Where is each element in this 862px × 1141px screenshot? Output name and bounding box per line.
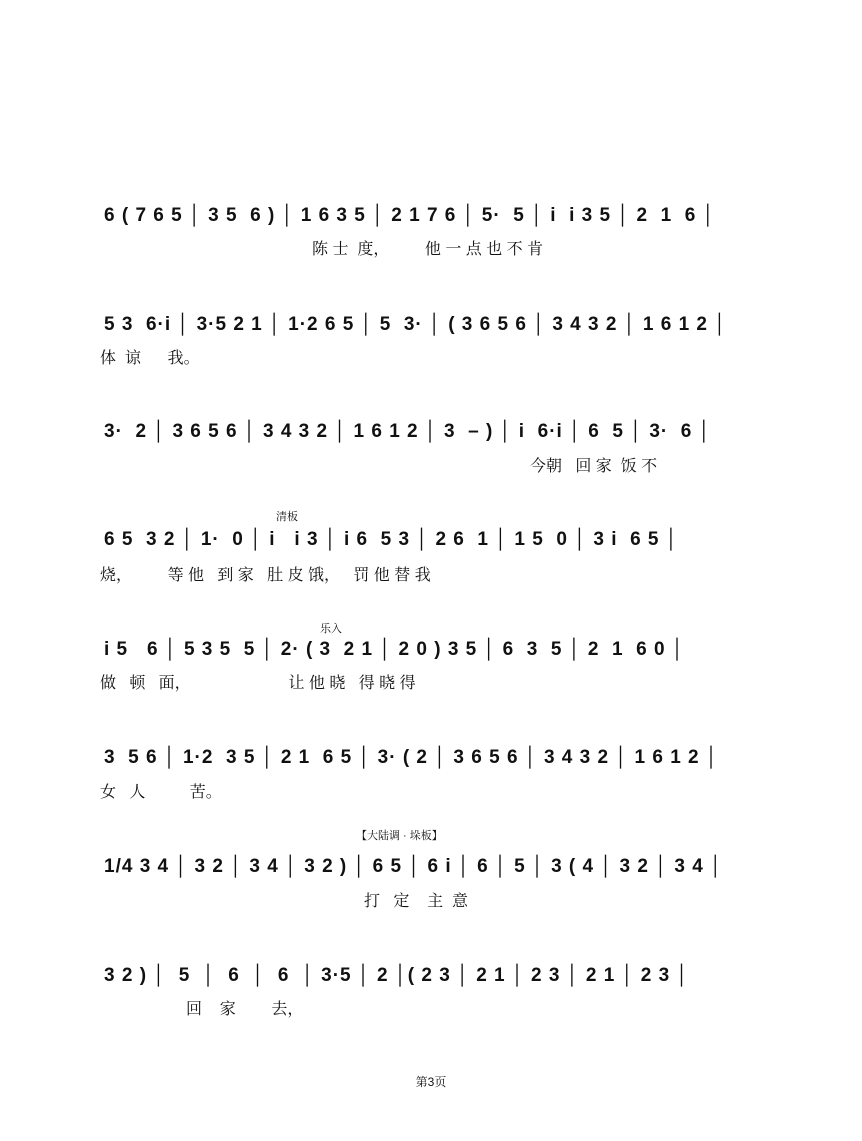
notation-line-1: 6 ( 7 6 5 │ 3 5 6 ) │ 1 6 3 5 │ 2 1 7 6 │ 5· 5 │ i i 3 5 │ 2 1 6 │ xyxy=(104,205,716,226)
notation-line-3: 3· 2 │ 3 6 5 6 │ 3 4 3 2 │ 1 6 1 2 │ 3 – ) │ i 6·i │ 6 5 │ 3· 6 │ xyxy=(104,421,712,442)
lyrics-line-7: 打 定 主 意 xyxy=(364,893,469,910)
lyrics-line-6: 女 人 苦。 xyxy=(100,784,222,801)
dalu-annotation: 【大陆调 · 垛板】 xyxy=(356,830,443,842)
page-number: 第3页 xyxy=(415,1075,447,1089)
notation-line-4: 6 5 3 2 │ 1· 0 │ i i 3 │ i 6 5 3 │ 2 6 1 │ 1 5 0 │ 3 i 6 5 │ xyxy=(104,529,679,550)
notation-line-7: 1/4 3 4 │ 3 2 │ 3 4 │ 3 2 ) │ 6 5 │ 6 i │ 6 │ 5 │ 3 ( 4 │ 3 2 │ 3 4 │ xyxy=(104,856,723,877)
lyrics-line-2: 体 谅 我。 xyxy=(100,350,200,367)
yueru-annotation: 乐入 xyxy=(320,623,342,635)
lyrics-line-8: 回 家 去， xyxy=(186,1001,304,1018)
lyrics-line-1: 陈 士 度， 他 一 点 也 不 肯 xyxy=(312,241,544,258)
lyrics-line-3: 今朝 回 家 饭 不 xyxy=(530,458,658,475)
lyrics-line-5: 做 顿 面， 让 他 晓 得 晓 得 xyxy=(100,675,416,692)
notation-line-8: 3 2 ) │ 5 │ 6 │ 6 │ 3·5 │ 2 │( 2 3 │ 2 1 │ 2 3 │ 2 1 │ 2 3 │ xyxy=(104,965,690,986)
lyrics-line-4: 烧， 等 他 到 家 肚 皮 饿， 罚 他 替 我 xyxy=(100,567,431,584)
notation-line-6: 3 5 6 │ 1·2 3 5 │ 2 1 6 5 │ 3· ( 2 │ 3 6 5 6 │ 3 4 3 2 │ 1 6 1 2 │ xyxy=(104,747,719,768)
qingban-annotation: 清板 xyxy=(276,511,298,523)
notation-line-5: i 5 6 │ 5 3 5 5 │ 2· ( 3 2 1 │ 2 0 ) 3 5 │ 6 3 5 │ 2 1 6 0 │ xyxy=(104,639,685,660)
notation-line-2: 5 3 6·i │ 3·5 2 1 │ 1·2 6 5 │ 5 3· │ ( 3 6 5 6 │ 3 4 3 2 │ 1 6 1 2 │ xyxy=(104,314,728,335)
